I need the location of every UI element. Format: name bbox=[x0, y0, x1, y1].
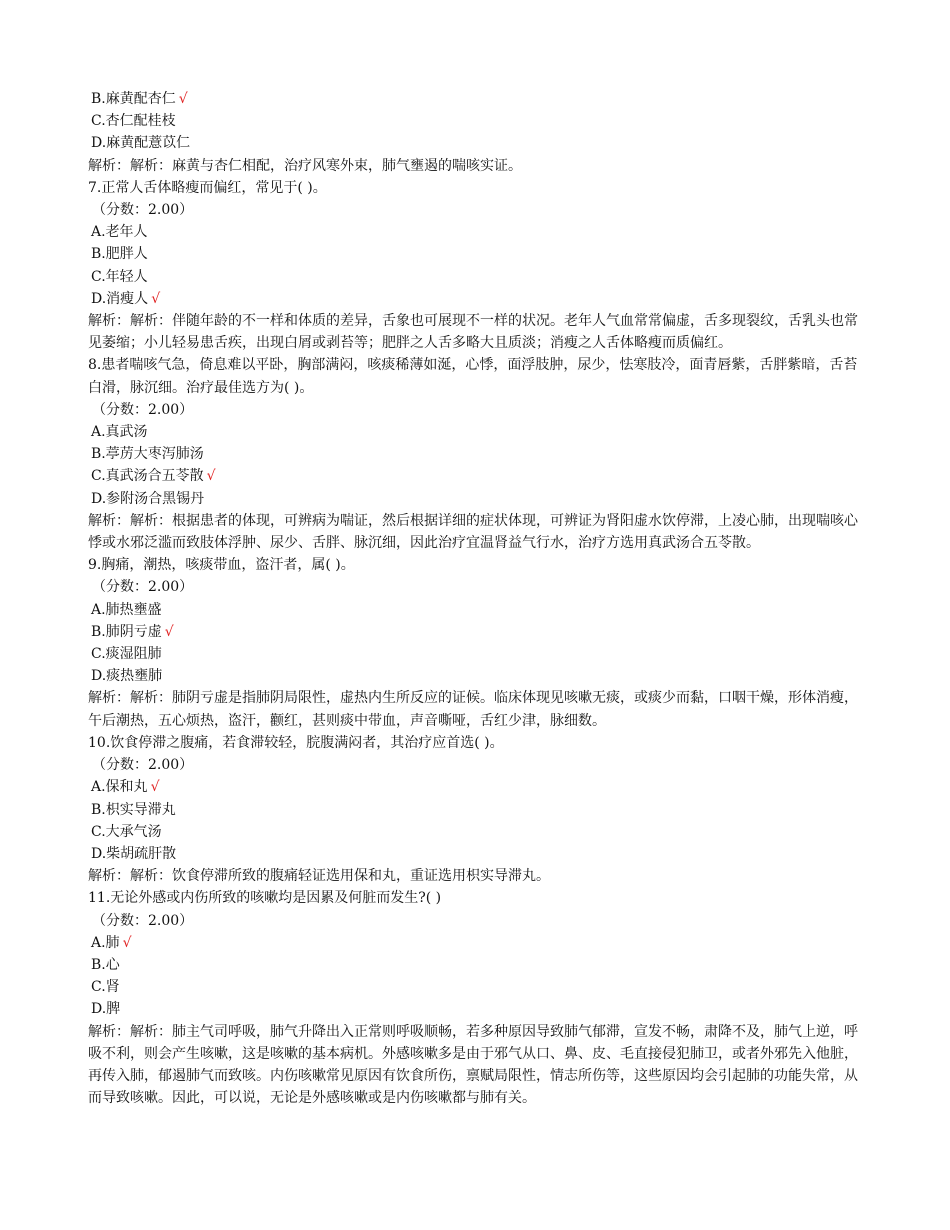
question-stem-10: 10.饮食停滞之腹痛，若食滞较轻，脘腹满闷者，其治疗应首选( )。 bbox=[88, 734, 504, 751]
question-score-11: （分数：2.00） bbox=[92, 912, 194, 929]
option-q10-b: B.枳实导滞丸 bbox=[91, 801, 176, 818]
analysis-line: 吸不利，则会产生咳嗽，这是咳嗽的基本病机。外感咳嗽多是由于邪气从口、鼻、皮、毛直接侵犯肺卫，或者外邪先入他脏， bbox=[88, 1045, 858, 1062]
analysis-line: 见萎缩；小儿轻易患舌疾，出现白屑或剥苔等；肥胖之人舌多略大且质淡；消瘦之人舌体略瘦而质偏红。 bbox=[88, 335, 732, 352]
analysis-q6: 解析：解析：麻黄与杏仁相配，治疗风寒外束，肺气壅遏的喘咳实证。 bbox=[88, 157, 522, 174]
option-q10-c: C.大承气汤 bbox=[91, 823, 162, 840]
stem-line: 8.患者喘咳气急，倚息难以平卧，胸部满闷，咳痰稀薄如涎，心悸，面浮肢肿，尿少，怯寒肢冷，面青唇紫，舌胖紫暗，舌苔 bbox=[88, 357, 858, 374]
correct-mark: √ bbox=[151, 290, 161, 307]
option-q7-a: A.老年人 bbox=[91, 224, 148, 241]
option-q6-d: D.麻黄配薏苡仁 bbox=[91, 135, 191, 152]
stem-line: 白滑，脉沉细。治疗最佳选方为( )。 bbox=[88, 379, 314, 396]
option-q6-b: B.麻黄配杏仁 √ bbox=[91, 91, 188, 107]
correct-mark: √ bbox=[150, 779, 160, 796]
option-q11-b: B.心 bbox=[91, 956, 120, 973]
analysis-q7 bbox=[88, 310, 860, 354]
option-q6-c: C.杏仁配桂枝 bbox=[91, 113, 176, 130]
correct-mark: √ bbox=[178, 91, 188, 107]
analysis-line: 悸或水邪泛滥而致肢体浮肿、尿少、舌胖、脉沉细，因此治疗宜温肾益气行水，治疗方选用真武汤合五苓散。 bbox=[88, 535, 760, 552]
option-q8-a: A.真武汤 bbox=[91, 424, 148, 441]
option-q8-b: B.葶苈大枣泻肺汤 bbox=[91, 446, 204, 463]
option-q8-c: C.真武汤合五苓散 √ bbox=[91, 468, 216, 485]
option-q7-d: D.消瘦人 √ bbox=[91, 290, 161, 307]
option-q8-d: D.参附汤合黑锡丹 bbox=[91, 490, 205, 507]
option-q9-c: C.痰湿阻肺 bbox=[91, 646, 162, 663]
analysis-q10: 解析：解析：饮食停滞所致的腹痛轻证选用保和丸，重证选用枳实导滞丸。 bbox=[88, 868, 550, 885]
option-q9-b: B.肺阴亏虚 √ bbox=[91, 623, 174, 640]
question-stem-11: 11.无论外感或内伤所致的咳嗽均是因累及何脏而发生?( ) bbox=[88, 890, 442, 907]
option-q10-a: A.保和丸 √ bbox=[91, 779, 160, 796]
question-score-9: （分数：2.00） bbox=[92, 579, 194, 596]
option-q7-b: B.肥胖人 bbox=[91, 246, 148, 263]
analysis-line: 解析：解析：伴随年龄的不一样和体质的差异，舌象也可展现不一样的状况。老年人气血常常偏虚，舌多现裂纹，舌乳头也常 bbox=[88, 313, 858, 330]
option-q11-a: A.肺 √ bbox=[91, 934, 132, 951]
analysis-q9 bbox=[88, 687, 860, 731]
option-q10-d: D.柴胡疏肝散 bbox=[91, 845, 177, 862]
analysis-q11 bbox=[88, 1021, 860, 1110]
option-q9-d: D.痰热壅肺 bbox=[91, 668, 163, 685]
analysis-line: 午后潮热，五心烦热，盗汗，颧红，甚则痰中带血，声音嘶哑，舌红少津，脉细数。 bbox=[88, 712, 606, 729]
question-score-8: （分数：2.00） bbox=[92, 401, 194, 418]
analysis-q8 bbox=[88, 510, 860, 554]
question-stem-8 bbox=[88, 354, 860, 398]
question-score-10: （分数：2.00） bbox=[92, 757, 194, 774]
analysis-line: 解析：解析：根据患者的体现，可辨病为喘证，然后根据详细的症状体现，可辨证为肾阳虚水饮停滞，上凌心肺，出现喘咳心 bbox=[88, 512, 858, 529]
option-q9-a: A.肺热壅盛 bbox=[91, 601, 162, 618]
question-score-7: （分数：2.00） bbox=[92, 202, 194, 219]
analysis-line: 再传入肺，郁遏肺气而致咳。内伤咳嗽常见原因有饮食所伤，禀赋局限性，情志所伤等，这些原因均会引起肺的功能失常，从 bbox=[88, 1067, 858, 1084]
analysis-line: 解析：解析：肺主气司呼吸，肺气升降出入正常则呼吸顺畅，若多种原因导致肺气郁滞，宣发不畅，肃降不及，肺气上逆，呼 bbox=[88, 1023, 858, 1040]
analysis-line: 而导致咳嗽。因此，可以说，无论是外感咳嗽或是内伤咳嗽都与肺有关。 bbox=[88, 1090, 536, 1107]
correct-mark: √ bbox=[122, 934, 132, 951]
correct-mark: √ bbox=[164, 623, 174, 640]
question-stem-9: 9.胸痛，潮热，咳痰带血，盗汗者，属( )。 bbox=[88, 557, 355, 574]
option-q7-c: C.年轻人 bbox=[91, 268, 148, 285]
exam-content bbox=[88, 88, 860, 1109]
correct-mark: √ bbox=[206, 468, 216, 485]
option-q11-c: C.肾 bbox=[91, 979, 120, 996]
question-stem-7: 7.正常人舌体略瘦而偏红，常见于( )。 bbox=[88, 179, 327, 196]
analysis-line: 解析：解析：肺阴亏虚是指肺阴局限性，虚热内生所反应的证候。临床体现见咳嗽无痰，或痰少而黏，口咽干燥，形体消瘦， bbox=[88, 690, 858, 707]
option-q11-d: D.脾 bbox=[91, 1001, 121, 1018]
